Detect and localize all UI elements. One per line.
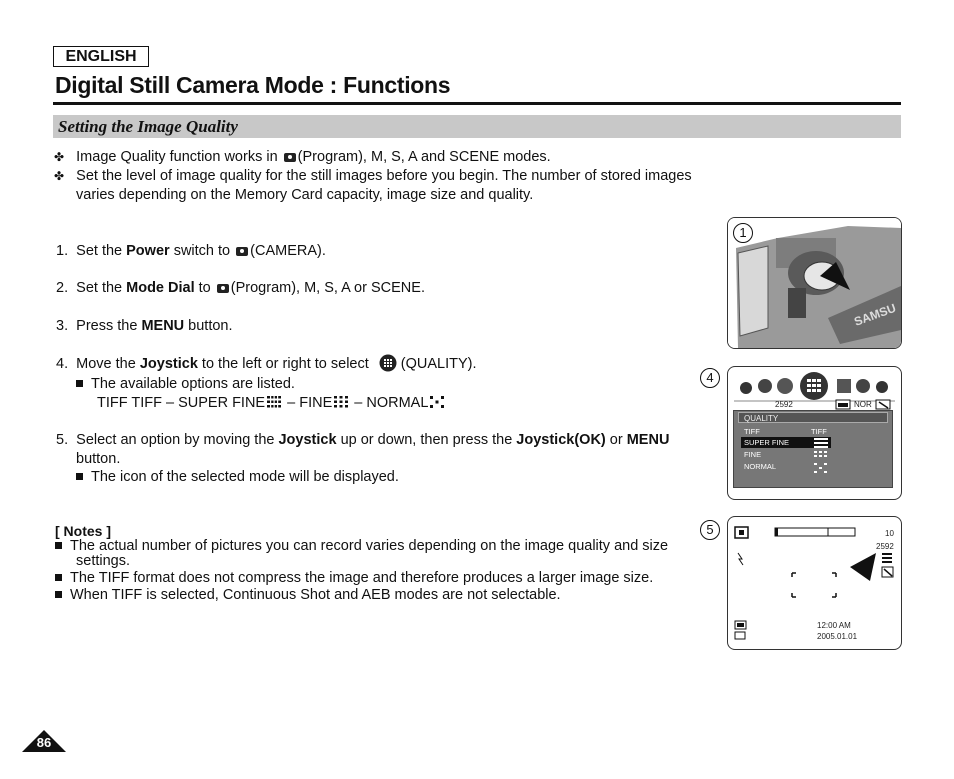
quality-level-icons bbox=[814, 438, 828, 474]
note-1: The actual number of pictures you can record varies depending on the image quality and size bbox=[55, 538, 668, 554]
menu-item-tiff[interactable]: TIFF bbox=[744, 427, 760, 436]
nor-label: NOR bbox=[854, 400, 872, 409]
fine-icon bbox=[334, 395, 348, 409]
camera-illustration bbox=[727, 217, 902, 349]
time-readout: 12:00 AM bbox=[817, 621, 851, 630]
square-bullet-icon bbox=[55, 591, 62, 598]
shots-remaining: 10 bbox=[885, 529, 894, 538]
program-camera-icon bbox=[217, 284, 229, 293]
menu-item-tiff-value: TIFF bbox=[811, 427, 827, 436]
step-5-sub: The icon of the selected mode will be displayed. bbox=[76, 468, 399, 487]
title-rule bbox=[53, 102, 901, 105]
menu-title: QUALITY bbox=[738, 412, 888, 423]
camera-body-drawing bbox=[728, 218, 901, 348]
square-bullet-icon bbox=[76, 380, 83, 387]
image-size-readout: 2592 bbox=[876, 542, 894, 551]
super-fine-icon bbox=[267, 395, 281, 409]
intro-bullet-2: ✤ Set the level of image quality for the still images before you begin. The number of stored images bbox=[54, 168, 692, 184]
page-number: 86 bbox=[36, 735, 52, 750]
quality-options: TIFF TIFF – SUPER FINE – FINE – NORMAL bbox=[97, 394, 446, 413]
step-5: 5. Select an option by moving the Joystick up or down, then press the Joystick(OK) or MENU bbox=[56, 432, 670, 448]
bullet-icon: ✤ bbox=[54, 150, 65, 164]
step-3: 3. Press the MENU button. bbox=[56, 318, 233, 334]
brand-text: SAMSU bbox=[852, 300, 898, 329]
step-4-sub: The available options are listed. bbox=[76, 375, 295, 394]
image-size-label: 2592 bbox=[775, 400, 793, 409]
step-1: 1. Set the Power switch to (CAMERA). bbox=[56, 243, 326, 259]
notes-heading: [ Notes ] bbox=[55, 523, 111, 539]
language-label: ENGLISH bbox=[53, 46, 149, 67]
intro-bullet-2-cont: varies depending on the Memory Card capacity, image size and quality. bbox=[76, 187, 534, 203]
shooting-screen-drawing bbox=[728, 517, 901, 649]
figure-number-1: 1 bbox=[733, 223, 753, 243]
figure-number-4: 4 bbox=[700, 368, 720, 388]
note-2: The TIFF format does not compress the image and therefore produces a larger image size. bbox=[55, 570, 653, 586]
section-title: Setting the Image Quality bbox=[58, 117, 238, 136]
square-bullet-icon bbox=[55, 574, 62, 581]
intro-bullet-1: ✤ Image Quality function works in (Program), M, S, A and SCENE modes. bbox=[54, 149, 551, 165]
figure-number-5: 5 bbox=[700, 520, 720, 540]
shooting-lcd-illustration bbox=[727, 516, 902, 650]
quality-icon bbox=[379, 354, 397, 372]
menu-item-fine[interactable]: FINE bbox=[744, 450, 762, 459]
program-camera-icon bbox=[284, 153, 296, 162]
step-2: 2. Set the Mode Dial to (Program), M, S, A or SCENE. bbox=[56, 280, 425, 296]
note-3: When TIFF is selected, Continuous Shot and AEB modes are not selectable. bbox=[55, 587, 561, 603]
date-readout: 2005.01.01 bbox=[817, 632, 858, 641]
menu-item-super-fine[interactable]: SUPER FINE bbox=[744, 438, 790, 447]
normal-icon bbox=[430, 395, 444, 409]
camera-icon bbox=[236, 247, 248, 256]
quality-menu bbox=[733, 410, 893, 488]
note-1-cont: settings. bbox=[76, 553, 130, 569]
page-title: Digital Still Camera Mode : Functions bbox=[55, 72, 451, 98]
square-bullet-icon bbox=[55, 542, 62, 549]
bullet-icon: ✤ bbox=[54, 169, 65, 183]
square-bullet-icon bbox=[76, 473, 83, 480]
step-4: 4. Move the Joystick to the left or right to select (QUALITY). bbox=[56, 356, 477, 372]
menu-item-normal[interactable]: NORMAL bbox=[744, 462, 777, 471]
step-5-cont: button. bbox=[76, 451, 121, 467]
